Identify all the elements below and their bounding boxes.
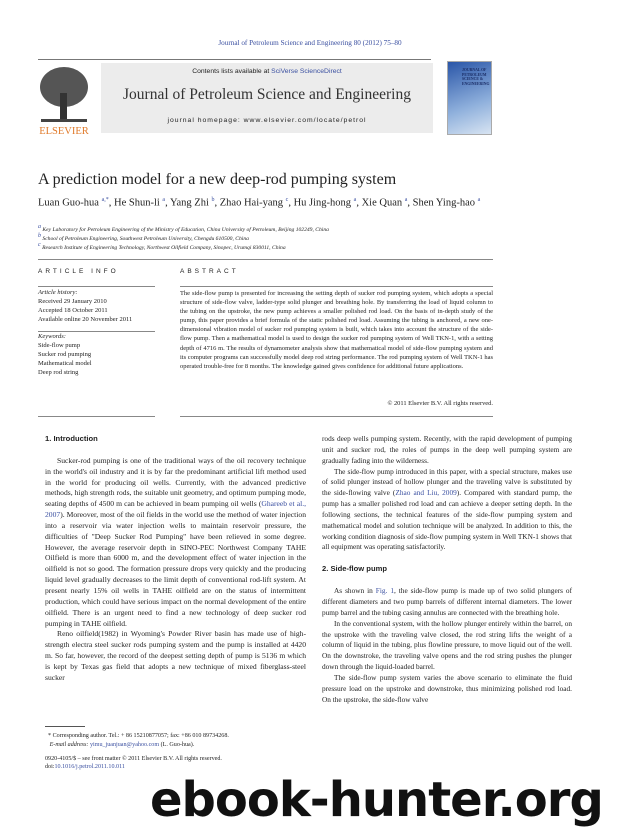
paragraph: In the conventional system, with the hollow plunger entirely within the barrel, on the upstroke with the traveling valve closed, the rod string lifts the weight of a column of liquid in the tubing, plus flowline pressure, to move liquid out of the well. On the downstroke, the traveling valve opens and the rod string pushes the plunger down through the liquid-loaded barrel. <box>322 618 572 672</box>
author-name[interactable]: Yang Zhi <box>169 197 212 209</box>
divider <box>38 416 155 417</box>
divider <box>38 331 155 332</box>
divider <box>180 286 493 287</box>
running-head: Journal of Petroleum Science and Engineering 80 (2012) 75–80 <box>218 39 402 47</box>
journal-homepage[interactable]: journal homepage: www.elsevier.com/locate/petrol <box>167 117 367 124</box>
paragraph: The side-flow pump system varies the above scenario to eliminate the fluid pressure load on the upstroke and downstroke, thus minimizing polished rod load. On the upstroke, the side-flow valve <box>322 672 572 704</box>
journal-banner <box>101 63 433 133</box>
author-affiliation-mark: a <box>477 197 481 203</box>
author-affiliation-mark: a <box>353 197 357 203</box>
footnote: * Corresponding author. Tel.: + 86 15210877057; fax: +86 010 89734268. E-mail address: yimu_juanjuan@yahoo.com (L. Guo-hua). 0920-4105/$ – see front matter © 2011 Elsevier B.V. All rights reserved. doi:10.1016/j.petrol.2011.10.011 <box>45 733 229 771</box>
article-history: Article history: Received 29 January 2010 Accepted 18 October 2011 Available online 20 November 2011 <box>38 289 133 323</box>
affiliation: $^a$ Key Laboratory for Petroleum Engineering of the Ministry of Education, China University of Petroleum, Beijing 102249, China <box>38 224 329 233</box>
author-list: Luan Guo-hua $^{a,*}$, He Shun-li $^a$, Yang Zhi $^b$, Zhao Hai-yang $^c$, Hu Jing-hong $^a$, Xie Quan $^a$, Shen Ying-hao $^a$ <box>38 197 481 209</box>
author-name[interactable]: Luan Guo-hua <box>38 197 102 209</box>
paragraph: Sucker-rod pumping is one of the traditional ways of the oil recovery technique in the world's oil industry and it is by far the predominant artificial lift method used in the world for producing oil wells. Currently, with the advanced predictive methods, high strength rods, the suitable unit geometry, and optimum pumping mode, seating depths of 4500 m can be achieved in beam pumping oil wells (Ghareeb et al., 2007). Moreover, most of the oil fields in the world use the method of water injection into a reservoir via water injection wells to maintain reservoir pressure, the difficulties of "Deep Sucker Rod Pumping" have been relieved in some degree. However, the average reservoir depth in SINO-PEC Northwest Company TAHE Oilfield is more than 6000 m, and the development effect of water injection in the oilfield is not so good. The formation pressure drops very quickly and the producing liquid level gradually decreases to the limit depth of conventional rod-lift system. At present nearly 15% oil wells in TAHE oilfield are on the status of intermittent production, which could have serious impact on the normal development of the entire oilfield. There is an urgent need to find a new technology of deep sucker rod pumping in TAHE oilfield. <box>45 455 306 628</box>
elsevier-logo <box>37 63 92 136</box>
cover-text: JOURNAL OF PETROLEUM SCIENCE & ENGINEERING <box>462 68 490 86</box>
doi-link[interactable]: 10.1016/j.petrol.2011.10.011 <box>54 764 125 771</box>
copyright: © 2011 Elsevier B.V. All rights reserved. <box>387 400 493 407</box>
article-title: A prediction model for a new deep-rod pumping system <box>38 171 397 188</box>
paragraph: The side-flow pump introduced in this paper, with a special structure, makes use of solid plunger instead of hollow plunger and the traveling valve is substituted by the side-flowing valve (Zhao and Liu, 2009). Compared with standard pump, the pump has a smaller polished rod load and can achieve a deeper setting depth. In the following sections, the technical features of the side-flow pumping system and mathematical model and solution technique will be analyzed. In addition to this, the working condition diagnosis of side-flow pumping system in Well TKN-1 shows that all equipment was operating satisfactorily. <box>322 466 572 552</box>
email-link[interactable]: yimu_juanjuan@yahoo.com <box>89 741 160 748</box>
sciencedirect-link[interactable]: SciVerse ScienceDirect <box>271 68 342 75</box>
divider <box>180 416 493 417</box>
author-affiliation-mark: a <box>162 197 166 203</box>
watermark: ebook-hunter.org <box>150 772 603 828</box>
paragraph: As shown in Fig. 1, the side-flow pump is made up of two solid plungers of different diameters and two pump barrels of different internal diameters. The lower pump barrel and the tubing casing annulus are connected with the breathing hole. <box>322 586 573 617</box>
contents-label: Contents lists available at <box>192 68 272 75</box>
author-name[interactable]: He Shun-li <box>114 197 163 209</box>
issn: 0920-4105/$ – see front matter © 2011 Elsevier B.V. All rights reserved. <box>45 755 222 762</box>
citation-link[interactable]: Ghareeb et al., 2007 <box>45 499 306 520</box>
right-column <box>322 434 572 705</box>
abstract-heading: ABSTRACT <box>180 268 239 275</box>
figure-link[interactable]: Fig. 1 <box>375 586 394 596</box>
section-heading: 2. Side-flow pump <box>322 564 387 574</box>
keywords: Keywords: Side-flow pump Sucker rod pumping Mathematical model Deep rod string <box>38 333 92 376</box>
author-affiliation-mark: a,* <box>101 197 109 203</box>
author-affiliation-mark: b <box>211 197 215 203</box>
section-heading: 1. Introduction <box>45 434 98 443</box>
affiliation: $^b$ School of Petroleum Engineering, Southwest Petroleum University, Chengdu 610500, China <box>38 233 249 242</box>
author-name[interactable]: Zhao Hai-yang <box>219 197 286 209</box>
paragraph-continued: rods deep wells pumping system. Recently, with the rapid development of pumping unit and sucker rod, the roles of pumps in the deep well pumping system are gradually fading into the wilderness. <box>322 434 572 465</box>
author-affiliation-mark: c <box>285 197 289 203</box>
abstract-text: The side-flow pump is presented for increasing the setting depth of sucker rod pumping system, which adopts a special structure of side-flow valve, ladder-type solid plunger and breathing hole. By transferring the load of liquid column to the tubing on the upstroke, the new pump achieves a smaller polished rod load. On the basis of in-depth study of the pump, this paper provides a brief formula of the static polished rod load. Assuming the tubing is anchored, a new one-dimensional vibration model of sucker rod pumping system is built, which takes into account the structure of the side-flow pump. Then a mathematical model is used to design the sucker rod pumping system of Well TKN-1, with a setting depth of 4716 m. The results of dynamometer analysis show that mathematical model of side-flow pumping system and its computer programs can successfully model deep rod string performance. The rod pumping system of Well TKN-1 has operated trouble-free for 8 months. The knowledge gained gives confidence for additional future applications. <box>180 290 493 370</box>
divider <box>38 286 155 287</box>
svg-text:ELSEVIER: ELSEVIER <box>39 126 89 136</box>
author-name[interactable]: Xie Quan <box>361 197 405 209</box>
citation-link[interactable]: Zhao and Liu, 2009 <box>395 488 457 498</box>
author-affiliation-mark: a <box>404 197 408 203</box>
paragraph: Reno oilfield(1982) in Wyoming's Powder River basin has made use of high-strength electra steel sucker rods pumping system and the pump is installed at 4420 m. So far, however, the record of the deepest setting depth of pump is 5136 m which is kept by Texas gas field that adopts a new technique of mixed fiberglass-steel sucker <box>45 629 306 682</box>
author-name[interactable]: Hu Jing-hong <box>293 197 354 209</box>
left-column <box>45 434 306 684</box>
footnote-rule <box>45 726 85 727</box>
article-info-heading: ARTICLE INFO <box>38 268 119 275</box>
journal-cover-image <box>447 61 492 135</box>
header-rule <box>38 59 431 60</box>
affiliation: $^c$ Research Institute of Engineering Technology, Northwest Oilfield Company, Sinopec, Urumqi 830011, China <box>38 242 286 251</box>
divider <box>38 259 493 260</box>
author-name[interactable]: Shen Ying-hao <box>412 197 478 209</box>
journal-title: Journal of Petroleum Science and Engineering <box>123 86 411 103</box>
